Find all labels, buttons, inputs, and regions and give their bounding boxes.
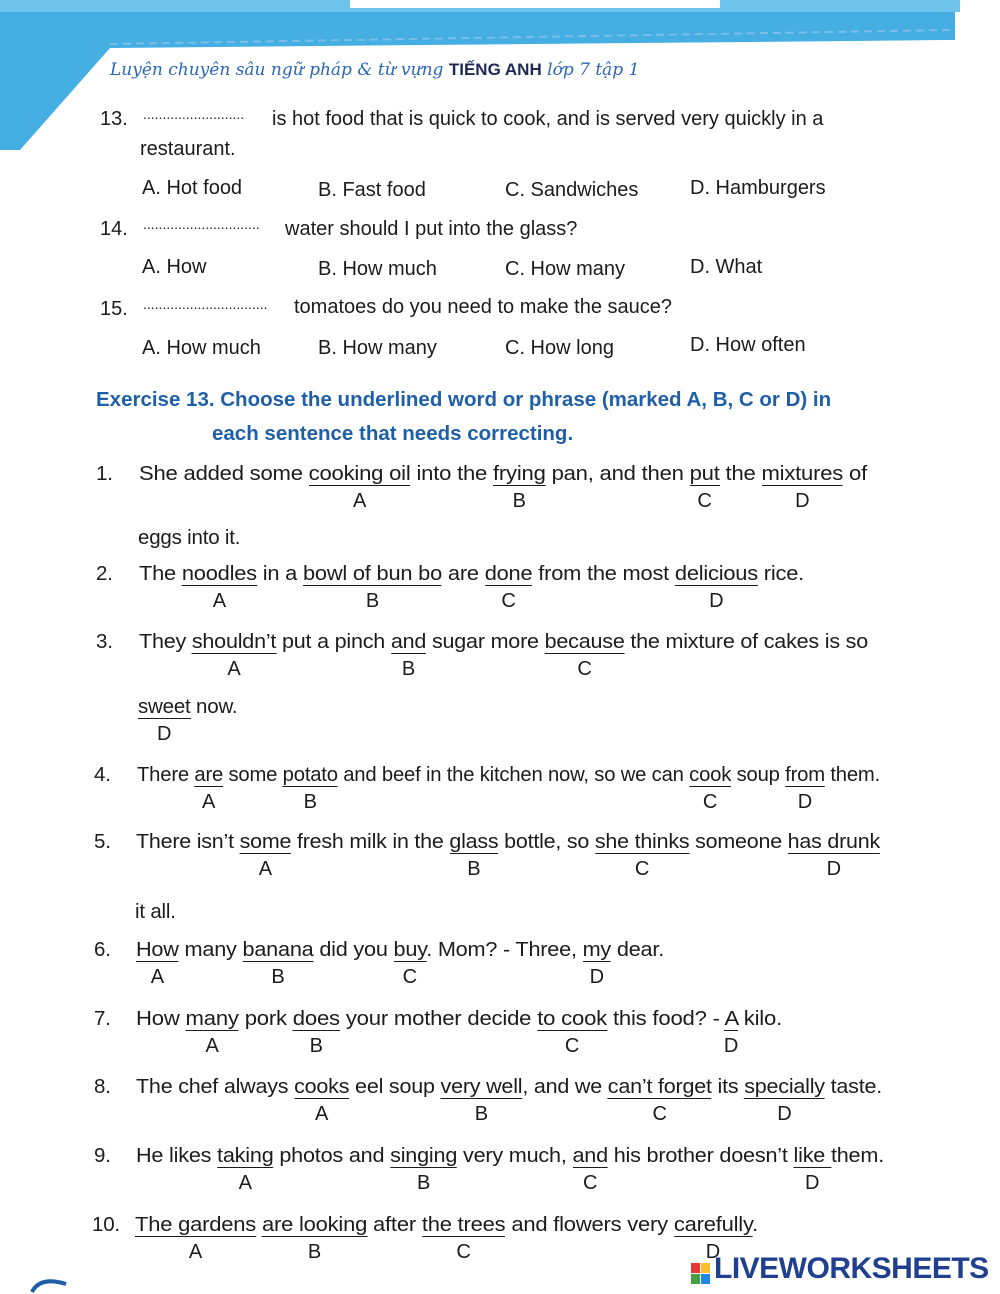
underlined-option-b[interactable]: and — [390, 630, 427, 653]
sentence-fragment: taste. — [824, 1075, 882, 1098]
underlined-option-b[interactable]: frying — [493, 462, 546, 485]
sentence-continuation — [138, 526, 240, 550]
sentence-fragment: put a pinch — [276, 630, 391, 653]
option-letter-a: A — [202, 791, 216, 813]
option-letter-a: A — [212, 590, 227, 612]
sentence-fragment: his brother doesn’t — [607, 1144, 794, 1167]
underlined-option-b[interactable]: banana — [242, 938, 314, 961]
underlined-option-d[interactable]: mixtures — [761, 462, 844, 485]
underlined-option-a[interactable]: taking — [217, 1144, 274, 1167]
option-letter-d: D — [826, 858, 842, 880]
option-letter-b: B — [271, 966, 285, 988]
sentence-fragment: them. — [824, 763, 880, 786]
underlined-option-c[interactable]: and — [572, 1144, 608, 1167]
option-letter-c: C — [564, 1035, 580, 1057]
header-subtitle-prefix: Luyện chuyên sâu ngữ pháp & từ vựng — [110, 60, 444, 80]
header-decoration — [0, 0, 1000, 160]
underlined-option-b[interactable]: glass — [449, 830, 499, 853]
sentence-fragment: of — [843, 462, 867, 485]
option-letter-c: C — [697, 490, 712, 512]
sentence-text — [136, 830, 880, 854]
sentence-fragment: , and we — [522, 1075, 608, 1098]
sentence-fragment: in a — [256, 562, 303, 585]
sentence-fragment: from the most — [532, 562, 675, 585]
underlined-option-c[interactable]: because — [544, 630, 625, 653]
underlined-option-c[interactable]: to cook — [537, 1007, 608, 1030]
underlined-option-d[interactable]: my — [582, 938, 612, 961]
sentence-fragment: the mixture of cakes is so — [624, 630, 868, 653]
underlined-option-a[interactable]: some — [239, 830, 292, 853]
sentence-fragment: There — [137, 763, 195, 786]
option-letter-c: C — [456, 1241, 471, 1263]
underlined-option-c[interactable]: done — [484, 562, 533, 585]
underlined-option-d[interactable]: A — [724, 1007, 738, 1030]
underlined-option-d[interactable]: like — [793, 1144, 831, 1167]
sentence-number: 4. — [94, 763, 111, 786]
option-letter-c: C — [501, 590, 516, 612]
sentence-fragment: The chef always — [136, 1075, 295, 1098]
option-letter-d: D — [589, 966, 605, 988]
option-letter-d: D — [797, 791, 813, 813]
option-c[interactable]: C. Sandwiches — [505, 179, 639, 201]
option-a[interactable]: A. How — [142, 256, 207, 278]
header-subtitle — [110, 60, 639, 80]
option-letter-a: A — [238, 1172, 252, 1194]
question-text: tomatoes do you need to make the sauce? — [294, 296, 673, 318]
underlined-option-d[interactable]: sweet — [138, 695, 191, 718]
option-letter-d: D — [804, 1172, 820, 1194]
sentence-fragment: this food? - — [607, 1007, 725, 1030]
sentence-fragment: bottle, so — [498, 830, 595, 853]
option-letter-c: C — [577, 658, 592, 680]
underlined-option-d[interactable]: from — [785, 763, 825, 786]
sentence-fragment: fresh milk in the — [291, 830, 450, 853]
option-letter-c: C — [634, 858, 650, 880]
underlined-option-a[interactable]: many — [185, 1007, 239, 1030]
sentence-continuation — [135, 900, 176, 924]
underlined-option-c[interactable]: buy — [393, 938, 427, 961]
option-a[interactable]: A. How much — [142, 337, 261, 359]
sentence-fragment: eel soup — [349, 1075, 441, 1098]
underlined-option-b[interactable]: potato — [282, 763, 338, 786]
corner-swoosh — [30, 1274, 70, 1294]
sentence-fragment: pork — [238, 1007, 293, 1030]
sentence-fragment: someone — [689, 830, 788, 853]
option-letter-a: A — [188, 1241, 203, 1263]
sentence-fragment: many — [178, 938, 243, 961]
header-subtitle-suffix: lớp 7 tập 1 — [547, 60, 640, 80]
option-letter-c: C — [402, 966, 418, 988]
question-text: is hot food that is quick to cook, and is served very quickly in a — [272, 108, 824, 130]
logo-text: LIVEWORKSHEETS — [714, 1252, 989, 1285]
option-letter-b: B — [467, 858, 481, 880]
option-letter-a: A — [352, 490, 367, 512]
option-letter-b: B — [474, 1103, 489, 1125]
sentence-number: 7. — [94, 1007, 111, 1030]
sentence-text — [137, 763, 880, 787]
header-white-panel — [20, 40, 955, 150]
option-a[interactable]: A. Hot food — [142, 177, 243, 199]
sentence-text — [136, 1007, 782, 1031]
sentence-fragment: are — [442, 562, 485, 585]
underlined-option-a[interactable]: shouldn’t — [191, 630, 277, 653]
header-subtitle-bold: TIẾNG ANH — [448, 60, 542, 79]
option-letter-a: A — [150, 966, 165, 988]
underlined-option-a[interactable]: How — [136, 938, 179, 961]
underlined-option-a[interactable]: cooking oil — [308, 462, 411, 485]
sentence-fragment: into the — [410, 462, 494, 485]
option-letter-b: B — [303, 791, 317, 813]
sentence-number: 2. — [96, 562, 113, 585]
sentence-fragment: soup — [731, 763, 786, 786]
option-letter-b: B — [309, 1035, 324, 1057]
option-b[interactable]: B. How much — [318, 258, 437, 280]
underlined-option-a[interactable]: cooks — [294, 1075, 350, 1098]
underlined-option-a[interactable]: noodles — [181, 562, 257, 585]
question-text: water should I put into the glass? — [285, 218, 578, 240]
sentence-fragment: eggs into it. — [138, 526, 241, 549]
sentence-number: 8. — [94, 1075, 111, 1098]
option-letter-b: B — [512, 490, 526, 512]
option-letter-d: D — [723, 1035, 739, 1057]
option-letter-d: D — [709, 590, 724, 612]
sentence-number: 3. — [96, 630, 113, 653]
answer-blank[interactable]: ................................ — [143, 296, 268, 312]
option-d[interactable]: D. What — [690, 256, 763, 278]
sentence-text — [136, 938, 664, 962]
option-letter-d: D — [777, 1103, 792, 1125]
option-letter-d: D — [705, 1241, 721, 1263]
sentence-fragment: . — [752, 1213, 758, 1236]
underlined-option-c[interactable]: cook — [689, 763, 732, 786]
option-letter-a: A — [315, 1103, 329, 1125]
sentence-fragment: it all. — [135, 900, 176, 923]
sentence-fragment: your mother decide — [339, 1007, 538, 1030]
sentence-fragment: very much, — [457, 1144, 573, 1167]
underlined-option-d[interactable]: delicious — [674, 562, 758, 585]
sentence-fragment: There isn’t — [136, 830, 240, 853]
exercise-title-line2: each sentence that needs correcting. — [212, 422, 574, 445]
underlined-option-c[interactable]: put — [689, 462, 720, 485]
sentence-fragment: rice. — [757, 562, 804, 585]
underlined-option-d[interactable]: carefully — [673, 1213, 753, 1236]
option-d[interactable]: D. Hamburgers — [690, 177, 826, 199]
underlined-option-b[interactable]: does — [292, 1007, 340, 1030]
option-letter-a: A — [205, 1035, 219, 1057]
sentence-text — [139, 462, 867, 486]
footer-logo — [690, 1252, 989, 1287]
underlined-option-b[interactable]: bowl of bun bo — [302, 562, 443, 585]
sentence-fragment: The — [139, 562, 182, 585]
underlined-option-a[interactable]: are — [194, 763, 224, 786]
sentence-fragment: the — [719, 462, 762, 485]
option-letter-d: D — [157, 723, 172, 745]
sentence-text — [136, 1144, 884, 1168]
underlined-option-b[interactable]: very well — [440, 1075, 523, 1098]
sentence-fragment: They — [139, 630, 192, 653]
question-text-cont: restaurant. — [140, 138, 236, 160]
option-letter-b: B — [307, 1241, 322, 1263]
sentence-fragment: How — [136, 1007, 186, 1030]
option-letter-b: B — [401, 658, 416, 680]
sentence-fragment: She added some — [139, 462, 309, 485]
answer-blank[interactable]: .......................... — [143, 106, 245, 122]
sentence-text — [139, 630, 868, 654]
sentence-continuation — [138, 695, 237, 719]
option-letter-a: A — [227, 658, 241, 680]
option-b[interactable]: B. Fast food — [318, 179, 426, 201]
sentence-text — [135, 1213, 758, 1237]
sentence-fragment: dear. — [611, 938, 664, 961]
sentence-fragment: and flowers very — [505, 1213, 674, 1236]
option-letter-b: B — [416, 1172, 431, 1194]
sentence-number: 1. — [96, 462, 113, 485]
sentence-number: 6. — [94, 938, 111, 961]
question-number: 15. — [100, 298, 128, 320]
sentence-fragment: He likes — [136, 1144, 218, 1167]
option-letter-c: C — [582, 1172, 598, 1194]
sentence-text — [136, 1075, 882, 1099]
question-number: 14. — [100, 218, 128, 240]
option-letter-b: B — [365, 590, 380, 612]
option-b[interactable]: B. How many — [318, 337, 437, 359]
option-letter-c: C — [702, 791, 718, 813]
sentence-fragment: now. — [190, 695, 238, 718]
option-c[interactable]: C. How many — [505, 258, 626, 280]
sentence-number: 9. — [94, 1144, 111, 1167]
underlined-option-c[interactable]: the trees — [421, 1213, 506, 1236]
underlined-option-c[interactable]: can’t forget — [607, 1075, 712, 1098]
sentence-fragment: sugar more — [426, 630, 545, 653]
underlined-option-d[interactable]: has drunk — [787, 830, 880, 853]
option-d[interactable]: D. How often — [690, 334, 806, 356]
sentence-text — [139, 562, 804, 586]
sentence-fragment: its — [711, 1075, 745, 1098]
sentence-fragment: kilo. — [737, 1007, 782, 1030]
sentence-fragment: and beef in the kitchen now, so we can — [337, 763, 690, 786]
sentence-number: 10. — [92, 1213, 120, 1236]
option-letter-d: D — [795, 490, 810, 512]
sentence-number: 5. — [94, 830, 111, 853]
underlined-option-b[interactable]: singing — [390, 1144, 458, 1167]
sentence-fragment: some — [223, 763, 283, 786]
logo-icon — [690, 1261, 712, 1287]
sentence-fragment: pan, and then — [545, 462, 690, 485]
option-letter-c: C — [652, 1103, 667, 1125]
question-number: 13. — [100, 108, 128, 130]
underlined-option-a[interactable]: The gardens — [135, 1213, 257, 1236]
exercise-title: Exercise 13. Choose the underlined word or phrase (marked A, B, C or D) in — [96, 388, 832, 411]
sentence-fragment: after — [367, 1213, 422, 1236]
option-c[interactable]: C. How long — [505, 337, 614, 359]
sentence-fragment: did you — [313, 938, 394, 961]
option-letter-a: A — [258, 858, 273, 880]
top-white-bar — [350, 0, 720, 8]
underlined-option-b[interactable]: are looking — [261, 1213, 368, 1236]
underlined-option-d[interactable]: specially — [744, 1075, 825, 1098]
answer-blank[interactable]: .............................. — [143, 216, 260, 232]
sentence-fragment: photos and — [273, 1144, 391, 1167]
sentence-fragment: . Mom? - Three, — [426, 938, 583, 961]
sentence-fragment: them. — [830, 1144, 885, 1167]
underlined-option-c[interactable]: she thinks — [594, 830, 690, 853]
